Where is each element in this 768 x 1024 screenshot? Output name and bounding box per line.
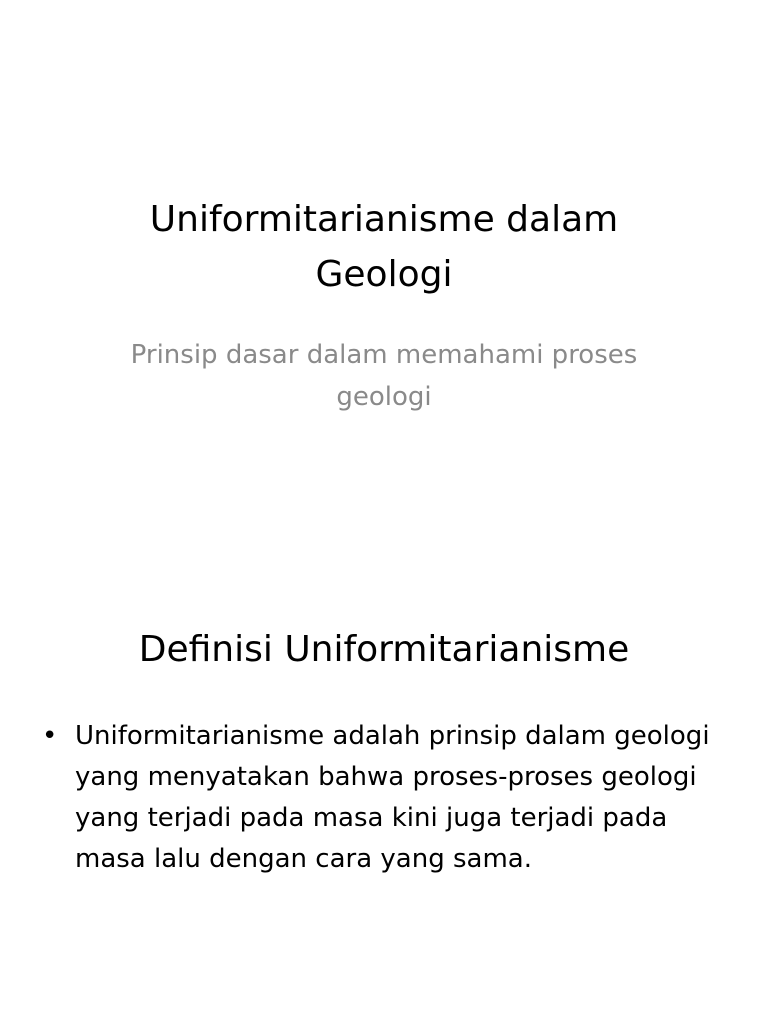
slide-title-heading: Uniformitarianisme dalam Geologi bbox=[149, 199, 619, 295]
bullet-item bbox=[40, 716, 710, 880]
slide-definition bbox=[0, 512, 768, 1024]
bullet-dot-icon: • bbox=[42, 721, 58, 751]
bullet-text: Uniformitarianisme adalah prinsip dalam geologi yang menyatakan bahwa proses-proses geologi yang terjadi pada masa kini juga terjadi pada masa lalu dengan cara yang sama. bbox=[75, 721, 710, 874]
slide-section-heading: Definisi Uniformitarianisme bbox=[138, 629, 630, 670]
slide-subtitle: Prinsip dasar dalam memahami proses geologi bbox=[130, 340, 638, 412]
bullet-list bbox=[40, 716, 710, 880]
